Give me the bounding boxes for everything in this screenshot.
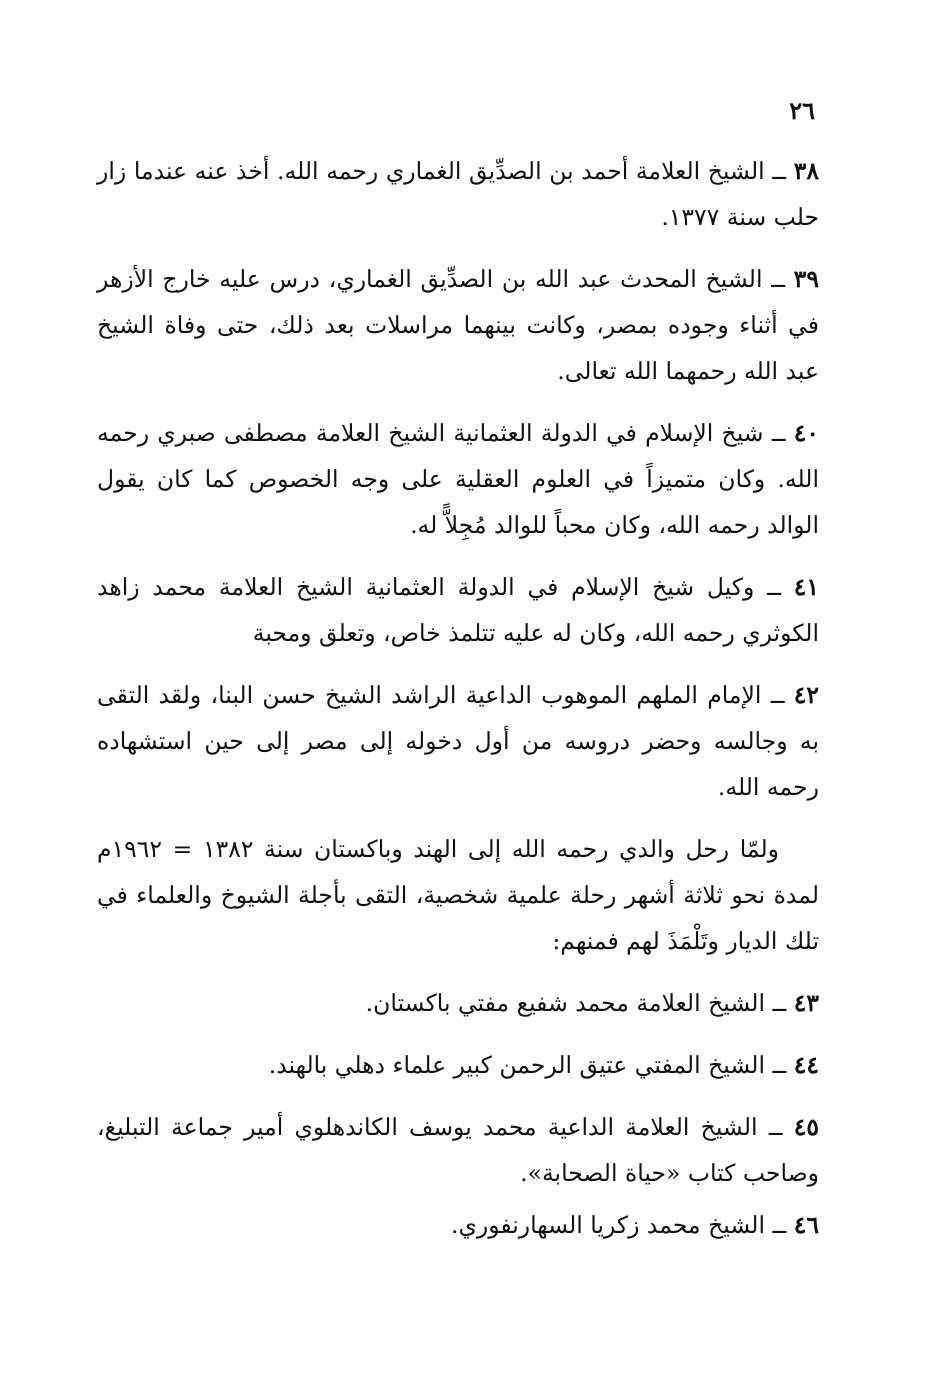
list-item-44 [97,1042,819,1088]
list-item-41 [97,564,819,656]
entry-text: الشيخ العلامة محمد شفيع مفتي باكستان. [365,989,765,1017]
entry-text: شيخ الإسلام في الدولة العثمانية الشيخ العلامة مصطفى صبري رحمه الله. وكان متميزاً في العلوم العقلية على وجه الخصوص كما كان يقول الوالد رحمه الله، وكان محباً للوالد مُجِلاًّ له. [97,419,819,539]
entry-dash: ــ [772,1211,787,1239]
entry-text: الشيخ العلامة أحمد بن الصدِّيق الغماري رحمه الله. أخذ عنه عندما زار حلب سنة ١٣٧٧. [97,157,819,231]
entry-text: الشيخ المحدث عبد الله بن الصدِّيق الغماري، درس عليه خارج الأزهر في أثناء وجوده بمصر، وكانت بينهما مراسلات بعد ذلك، حتى وفاة الشيخ عبد الله رحمهما الله تعالى. [97,265,819,385]
entry-dash: ــ [771,265,785,293]
entry-text: الشيخ محمد زكريا السهارنفوري. [451,1211,765,1239]
entry-text: وكيل شيخ الإسلام في الدولة العثمانية الشيخ العلامة محمد زاهد الكوثري رحمه الله، وكان له عليه تتلمذ خاص، وتعلق ومحبة [97,573,819,647]
entry-dash: ــ [772,157,787,185]
list-item-45 [97,1104,819,1196]
entry-text: الشيخ العلامة الداعية محمد يوسف الكاندهلوي أمير جماعة التبليغ، وصاحب كتاب «حياة الصحابة». [97,1113,819,1187]
entry-number: ٣٩ [793,265,819,293]
entry-number: ٤١ [793,573,819,601]
entry-number: ٤٥ [793,1113,819,1141]
list-item-39 [97,256,819,394]
list-item-46 [97,1202,819,1248]
entry-dash: ــ [771,419,786,447]
list-item-38 [97,148,819,240]
entry-dash: ــ [772,989,787,1017]
page-number: ٢٦ [789,96,815,125]
entry-dash: ــ [772,1051,787,1079]
entry-number: ٤٦ [793,1211,819,1239]
entry-number: ٤٢ [793,681,819,709]
entry-number: ٣٨ [793,157,819,185]
list-item-40 [97,410,819,548]
list-item-43 [97,980,819,1026]
list-item-42 [97,672,819,810]
entry-dash: ــ [767,573,781,601]
entry-dash: ــ [768,1113,783,1141]
entry-number: ٤٤ [793,1051,819,1079]
page-content [97,148,819,1264]
entry-number: ٤٣ [793,989,819,1017]
intro-paragraph: ولمّا رحل والدي رحمه الله إلى الهند وباكستان سنة ١٣٨٢ = ١٩٦٢م لمدة نحو ثلاثة أشهر رحلة علمية شخصية، التقى بأجلة الشيوخ والعلماء في تلك الديار وتَلْمَذَ لهم فمنهم: [97,835,819,955]
entry-dash: ــ [770,681,785,709]
entry-text: الإمام الملهم الموهوب الداعية الراشد الشيخ حسن البنا، ولقد التقى به وجالسه وحضر دروسه من أول دخوله إلى مصر إلى حين استشهاده رحمه الله. [97,681,819,801]
entry-text: الشيخ المفتي عتيق الرحمن كبير علماء دهلي بالهند. [268,1051,765,1079]
entry-number: ٤٠ [793,419,819,447]
